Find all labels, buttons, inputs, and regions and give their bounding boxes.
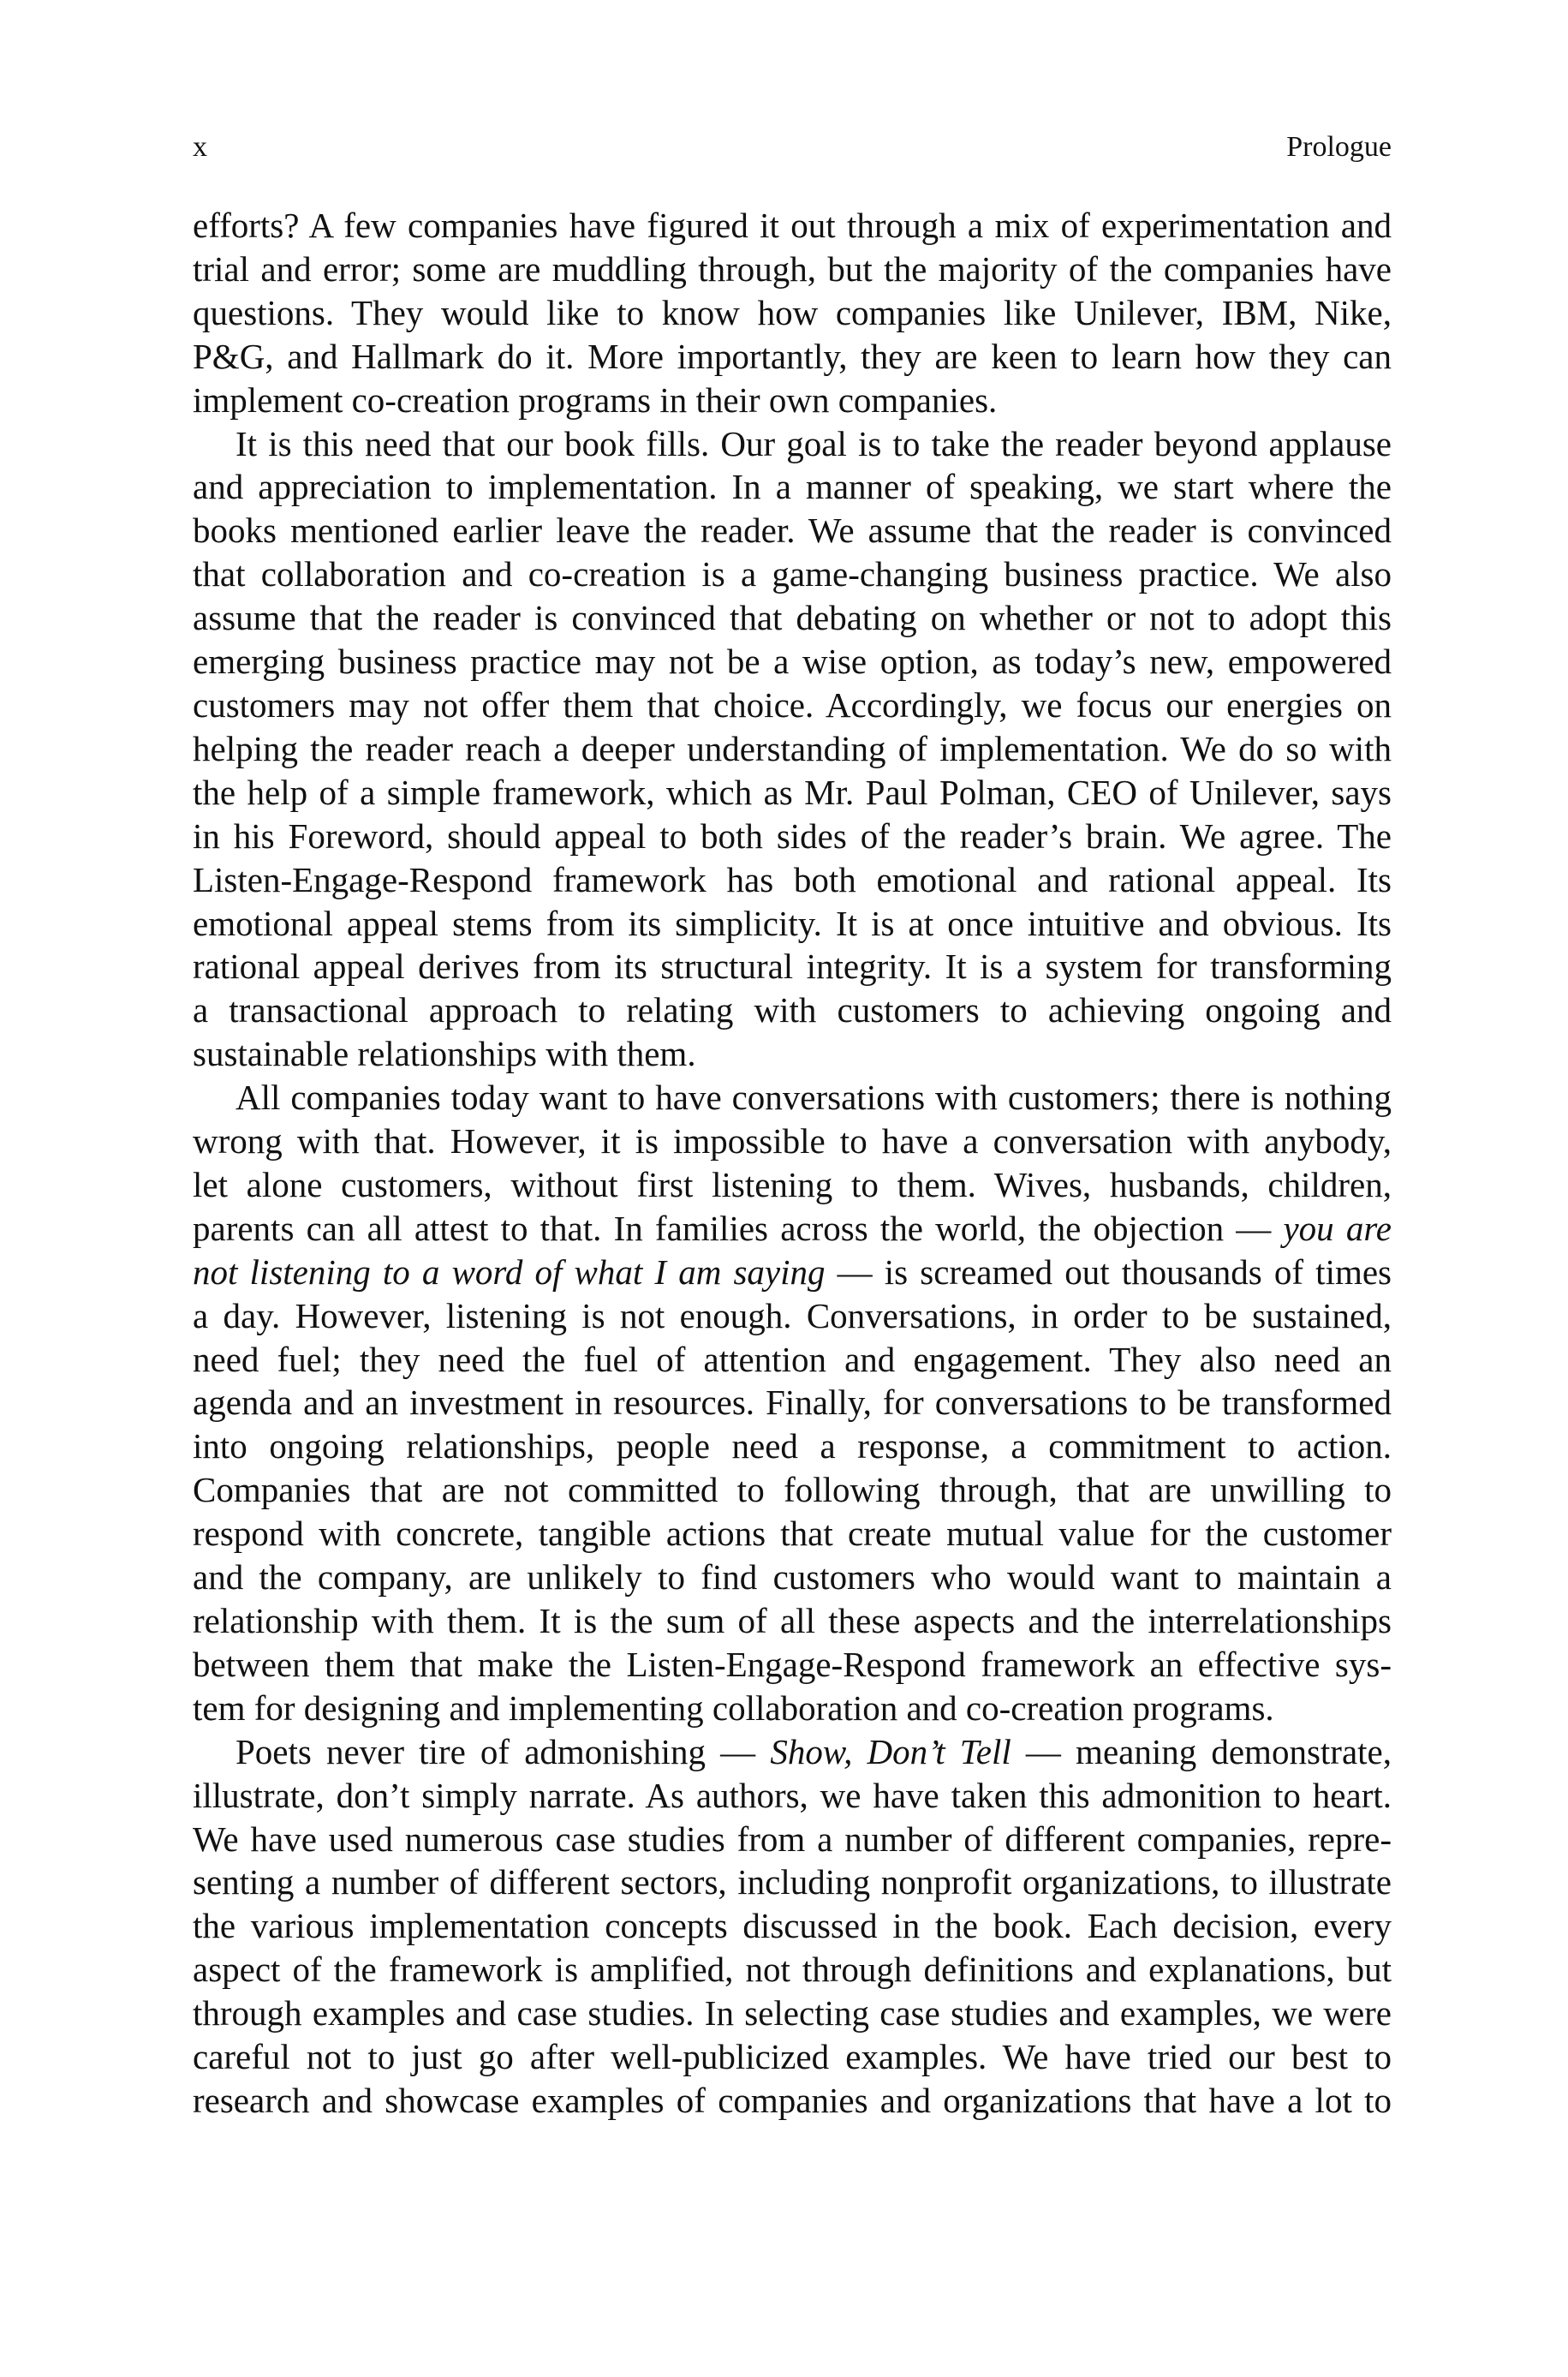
text-line: a transactional approach to relating with customers to achieving ongoing and	[193, 990, 1392, 1030]
text-line: and appreciation to implementation. In a manner of speaking, we start where the	[193, 467, 1392, 507]
text-line: wrong with that. However, it is impossible to have a conversation with anybody,	[193, 1121, 1392, 1162]
text-line: Companies that are not committed to following through, that are unwilling to	[193, 1470, 1392, 1510]
text-line: illustrate, don’t simply narrate. As authors, we have taken this admonition to heart.	[193, 1775, 1392, 1815]
running-head: Prologue	[1286, 131, 1392, 163]
text-line: need fuel; they need the fuel of attention and engagement. They also need an	[193, 1339, 1392, 1379]
text-line: into ongoing relationships, people need a response, a commitment to action.	[193, 1426, 1392, 1466]
text-line: aspect of the framework is amplified, not through definitions and explanations, but	[193, 1950, 1392, 1990]
text-line: senting a number of different sectors, including nonprofit organizations, to illustrate	[193, 1862, 1392, 1902]
paragraph-3	[193, 1076, 1392, 1730]
text-line: questions. They would like to know how companies like Unilever, IBM, Nike,	[193, 292, 1392, 332]
text-line: Listen-Engage-Respond framework has both emotional and rational appeal. Its	[193, 859, 1392, 899]
text-line: research and showcase examples of companies and organizations that have a lot to	[193, 2080, 1392, 2120]
text-segment: — meaning demonstrate,	[1011, 1731, 1392, 1771]
text-segment: Poets never tire of admonishing —	[235, 1731, 771, 1771]
text-line: agenda and an investment in resources. Finally, for conversations to be transformed	[193, 1383, 1392, 1423]
text-line: efforts? A few companies have figured it out through a mix of experimentation and	[193, 206, 1392, 245]
paragraph-4	[193, 1730, 1392, 2123]
text-line: careful not to just go after well-publicized examples. We have tried our best to	[193, 2037, 1392, 2077]
text-line: emerging business practice may not be a wise option, as today’s new, empowered	[193, 642, 1392, 682]
text-line	[193, 1207, 1392, 1251]
text-line: the help of a simple framework, which as Mr. Paul Polman, CEO of Unilever, says	[193, 772, 1392, 812]
text-line: rational appeal derives from its structural integrity. It is a system for transforming	[193, 947, 1392, 987]
text-segment: — is screamed out thousands of times	[825, 1251, 1392, 1292]
text-line: assume that the reader is convinced that debating on whether or not to adopt this	[193, 598, 1392, 638]
text-line: customers may not offer them that choice. Accordingly, we focus our energies on	[193, 684, 1392, 725]
text-segment: parents can all attest to that. In families across the world, the objection —	[193, 1208, 1284, 1248]
text-line: helping the reader reach a deeper understanding of implementation. We do so with	[193, 728, 1392, 768]
text-line: in his Foreword, should appeal to both sides of the reader’s brain. We agree. The	[193, 815, 1392, 856]
text-line: implement co-creation programs in their own companies.	[193, 379, 998, 420]
italic-phrase: you are	[1283, 1208, 1392, 1248]
italic-phrase: not listening to a word of what I am saying	[193, 1251, 826, 1292]
text-line: a day. However, listening is not enough. Conversations, in order to be sustained,	[193, 1295, 1392, 1335]
text-line: tem for designing and implementing collaboration and co-creation programs.	[193, 1687, 1274, 1728]
text-line: the various implementation concepts discussed in the book. Each decision, every	[193, 1906, 1392, 1946]
text-line: let alone customers, without first listening to them. Wives, husbands, children,	[193, 1164, 1392, 1204]
italic-phrase: Show, Don’t Tell	[770, 1731, 1011, 1771]
text-line: relationship with them. It is the sum of all these aspects and the interrelationships	[193, 1601, 1392, 1640]
text-line: emotional appeal stems from its simplicity. It is at once intuitive and obvious. Its	[193, 903, 1392, 943]
text-line: respond with concrete, tangible actions that create mutual value for the customer	[193, 1514, 1392, 1554]
text-line: books mentioned earlier leave the reader. We assume that the reader is convinced	[193, 511, 1392, 551]
text-line: that collaboration and co-creation is a game-changing business practice. We also	[193, 554, 1392, 594]
text-line: We have used numerous case studies from a number of different companies, repre-	[193, 1819, 1392, 1859]
text-line: between them that make the Listen-Engage-Respond framework an effective sys-	[193, 1644, 1392, 1684]
body-text	[193, 204, 1392, 2123]
text-line	[193, 1730, 1392, 1774]
text-line: and the company, are unlikely to find customers who would want to maintain a	[193, 1557, 1392, 1598]
text-line: through examples and case studies. In selecting case studies and examples, we were	[193, 1993, 1392, 2034]
text-line: P&G, and Hallmark do it. More importantly, they are keen to learn how they can	[193, 336, 1392, 376]
paragraph-2	[193, 422, 1392, 1077]
text-line: sustainable relationships with them.	[193, 1034, 696, 1074]
page-header	[193, 127, 1392, 168]
text-line: All companies today want to have conversations with customers; there is nothing	[235, 1078, 1392, 1118]
paragraph-1	[193, 204, 1392, 422]
page-number: x	[193, 131, 207, 163]
text-line	[193, 1251, 1392, 1294]
text-line: It is this need that our book fills. Our goal is to take the reader beyond applause	[235, 423, 1392, 463]
text-line: trial and error; some are muddling through, but the majority of the companies have	[193, 248, 1392, 289]
